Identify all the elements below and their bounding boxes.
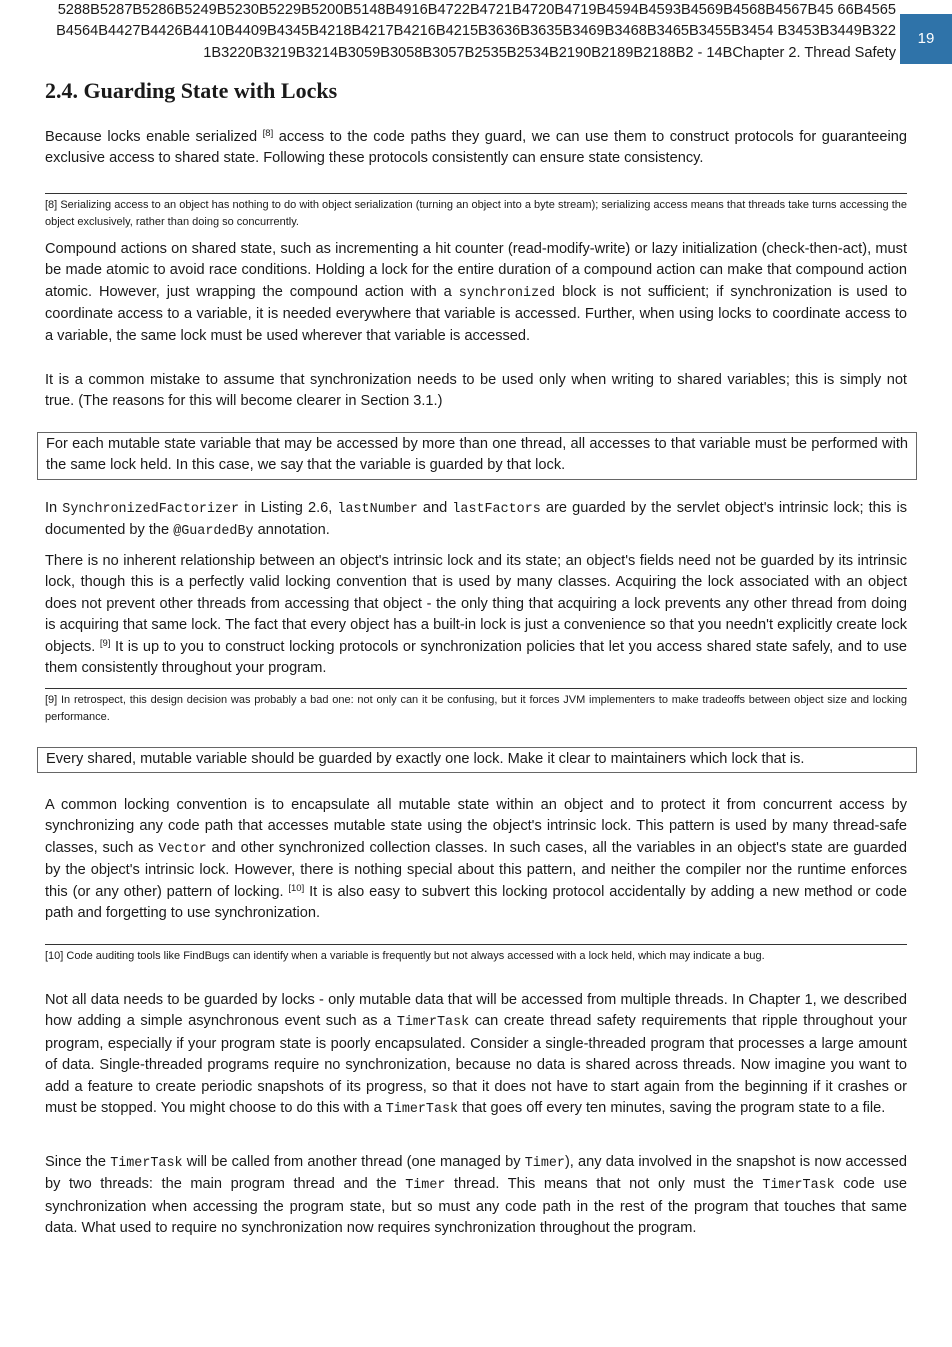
paragraph-timer-thread: Since the TimerTask will be called from another thread (one managed by Timer), any data involved in the snapshot is now accessed by two threads: the main program thread and the Timer thread. This means that not only must the TimerTask code use synchronization when accessing the program state, but so must any code path in the rest of the program that touches that same data. What used to require no synchronization now requires synchronization throughout the program. (45, 1154, 907, 1237)
code-timertask: TimerTask (110, 1156, 183, 1171)
code-last-factors: lastFactors (452, 502, 541, 517)
section-heading: 2.4. Guarding State with Locks (45, 78, 338, 103)
code-timertask: TimerTask (385, 1102, 459, 1118)
page-number-badge: 19 (900, 14, 952, 64)
running-header: 5288B5287B5286B5249B5230B5229B5200B5148B4916B4722B4721B4720B4719B4594B4593B4569B4568B4567B45 66B4565B4564B4427B4426B4410B4409B4345B4218B4217B4216B4215B3636B3635B3469B3468B3465B3455B3454 B3453B3449B3221B3220B3219B3214B3059B3058B3057B2535B2534B2190B2189B2188B2 - 14BChapter 2. Thread Safety (56, 2, 896, 61)
paragraph-compound-actions: Compound actions on shared state, such as incrementing a hit counter (read-modify-write) or lazy initialization (check-then-act), must be made atomic to avoid race conditions. Holding a lock for the entire duration of a compound action can make that compound action atomic. However, just wrapping the compound action with a synchronized block is not sufficient; if synchronization is used to coordinate access to a variable, it is needed everywhere that variable is accessed. Further, when using locks to coordinate access to a variable, the same lock must be used wherever that variable is accessed. (45, 241, 908, 344)
code-timer: Timer (524, 1156, 565, 1171)
code-last-number: lastNumber (337, 502, 418, 517)
paragraph-intrinsic-lock: There is no inherent relationship between an object's intrinsic lock and its state; an object's fields need not be guarded by its intrinsic lock, though this is a perfectly valid locking convention that is used by many classes. Acquiring the lock associated with an object does not prevent other threads from accessing that object - the only thing that acquiring a lock prevents any other thread from doing is acquiring that same lock. The fact that every object has a built-in lock is just a convenience so that you needn't explicitly create lock objects. [9] It is up to you to construct locking protocols or synchronization policies that let you access shared state safely, and to use them consistently throughout your program. (45, 553, 907, 677)
code-synchronized-factorizer: SynchronizedFactorizer (62, 502, 240, 517)
footnote-8: [8] Serializing access to an object has nothing to do with object serialization (turning an object into a byte stream); serializing access means that threads take turns accessing the object exclusively, rather than doing so concurrently. (45, 193, 907, 231)
footnote-ref-8[interactable]: [8] (262, 128, 274, 139)
rule-box-exactly-one-lock: Every shared, mutable variable should be guarded by exactly one lock. Make it clear to maintainers which lock that is. (37, 747, 917, 773)
code-vector: Vector (158, 841, 207, 857)
code-guarded-by: @GuardedBy (173, 524, 254, 540)
paragraph-common-mistake: It is a common mistake to assume that synchronization needs to be used only when writing to shared variables; this is simply not true. (The reasons for this will become clearer in Section 3.1.) (45, 372, 907, 410)
code-synchronized: synchronized (458, 285, 556, 301)
footnote-9: [9] In retrospect, this design decision was probably a bad one: not only can it be confusing, but it forces JVM implementers to make tradeoffs between object size and locking performance. (45, 688, 907, 726)
rule-box-guarded-by-lock: For each mutable state variable that may be accessed by more than one thread, all accesses to that variable must be performed with the same lock held. In this case, we say that the variable is guarded by that lock. (37, 432, 917, 480)
code-timer: Timer (405, 1178, 446, 1194)
paragraph-mutable-data: Not all data needs to be guarded by locks - only mutable data that will be accessed from multiple threads. In Chapter 1, we described how adding a simple asynchronous event such as a TimerTask can create thread safety requirements that ripple throughout your program, especially if your program state is poorly encapsulated. Consider a single-threaded program that processes a large amount of data. Single-threaded programs require no synchronization, because no data is shared across threads. Now imagine you want to add a feature to create periodic snapshots of its progress, so that it does not have to start again from the beginning if it crashes or must be stopped. You might choose to do this with a TimerTask that goes off every ten minutes, saving the program state to a file. (45, 992, 907, 1118)
paragraph-locks-intro: Because locks enable serialized [8] access to the code paths they guard, we can use them to construct protocols for guaranteeing exclusive access to shared state. Following these protocols consistently can ensure state consistency. (45, 128, 907, 167)
footnote-10: [10] Code auditing tools like FindBugs can identify when a variable is frequently but not always accessed with a lock held, which may indicate a bug. (45, 944, 907, 965)
paragraph-synchronized-factorizer: In SynchronizedFactorizer in Listing 2.6, lastNumber and lastFactors are guarded by the servlet object's intrinsic lock; this is documented by the @GuardedBy annotation. (45, 500, 907, 540)
code-timertask: TimerTask (396, 1015, 470, 1031)
paragraph-locking-convention: A common locking convention is to encapsulate all mutable state within an object and to protect it from concurrent access by synchronizing any code path that accesses mutable state using the object's intrinsic lock. This pattern is used by many thread-safe classes, such as Vector and other synchronized collection classes. In such cases, all the variables in an object's state are guarded by the object's intrinsic lock. However, there is nothing special about this pattern, and neither the compiler nor the runtime enforces this (or any other) pattern of locking. [10] It is also easy to subvert this locking protocol accidentally by adding a new method or code path and forgetting to use synchronization. (45, 797, 907, 922)
code-timertask: TimerTask (762, 1178, 835, 1194)
footnote-ref-9[interactable]: [9] (99, 637, 111, 649)
footnote-ref-10[interactable]: [10] (288, 882, 305, 894)
